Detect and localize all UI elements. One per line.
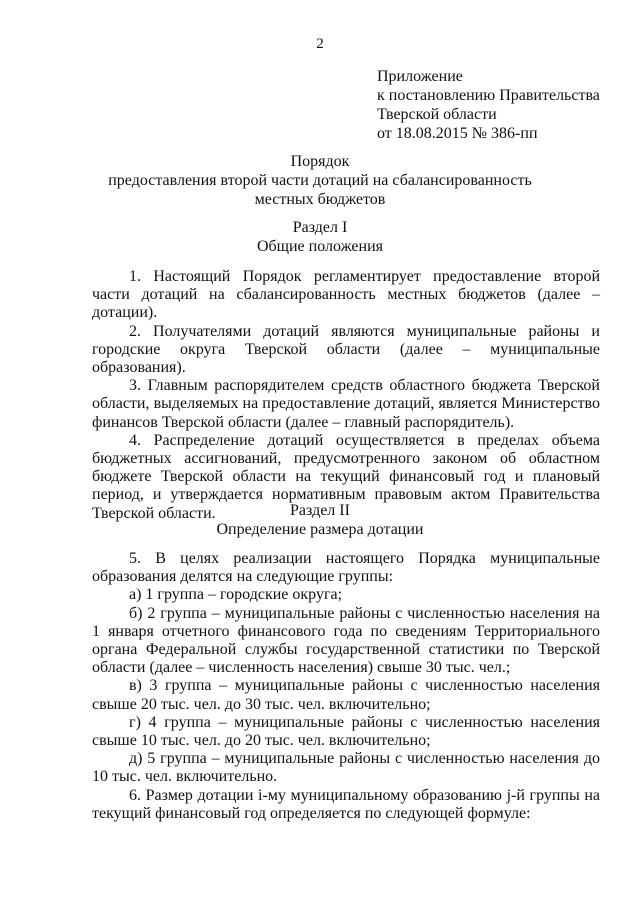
section-2-heading (0, 501, 640, 539)
appendix-line: к постановлению Правительства (377, 87, 600, 104)
paragraph: 5. В целях реализации настоящего Порядка муниципальные образования делятся на следующие группы: (92, 550, 600, 586)
appendix-line: Приложение (377, 68, 463, 85)
list-item: б) 2 группа – муниципальные районы с численностью населения на 1 января отчетного финансового года по сведениям Территориального органа Федеральной службы государственной статистики по Тверской области (далее – численность населения) свыше 30 тыс. чел.; (92, 604, 600, 677)
title-line: предоставления второй части дотаций на сбалансированность (108, 172, 532, 189)
section-number: Раздел II (290, 502, 350, 519)
title-line: местных бюджетов (254, 191, 386, 208)
paragraph: 1. Настоящий Порядок регламентирует предоставление второй части дотаций на сбалансированность местных бюджетов (далее – дотации). (92, 268, 600, 322)
paragraph: 3. Главным распорядителем средств областного бюджета Тверской области, выделяемых на предоставление дотаций, является Министерство финансов Тверской области (далее – главный распорядитель). (92, 377, 600, 431)
appendix-line: Тверской области (377, 106, 497, 123)
appendix-header (377, 67, 600, 143)
section-1-body (92, 268, 600, 523)
list-item: д) 5 группа – муниципальные районы с численностью населения до 10 тыс. чел. включительно. (92, 750, 600, 786)
section-2-body (92, 550, 600, 823)
title-line: Порядок (290, 153, 350, 170)
list-item: а) 1 группа – городские округа; (129, 586, 343, 604)
section-number: Раздел I (292, 219, 348, 236)
list-item: г) 4 группа – муниципальные районы с численностью населения свыше 10 тыс. чел. до 20 тыс. чел. включительно; (92, 713, 600, 750)
section-1-heading (0, 218, 640, 256)
document-title (0, 152, 640, 209)
paragraph: 2. Получателями дотаций являются муниципальные районы и городские округа Тверской области (далее – муниципальные образования). (92, 322, 600, 377)
section-title: Общие положения (256, 238, 384, 255)
paragraph: 6. Размер дотации i-му муниципальному образованию j-й группы на текущий финансовый год определяется по следующей формуле: (92, 786, 600, 822)
list-item: в) 3 группа – муниципальные районы с численностью населения свыше 20 тыс. чел. до 30 тыс. чел. включительно; (92, 677, 600, 713)
paragraph: 4. Распределение дотаций осуществляется в пределах объема бюджетных ассигнований, предусмотренного законом об областном бюджете Тверской области на текущий финансовый год и плановый период, и утверждается нормативным правовым актом Правительства Тверской области. (92, 431, 600, 522)
section-title: Определение размера дотации (216, 521, 424, 538)
page-number: 2 (316, 36, 324, 52)
appendix-line: от 18.08.2015 № 386-пп (377, 125, 538, 142)
